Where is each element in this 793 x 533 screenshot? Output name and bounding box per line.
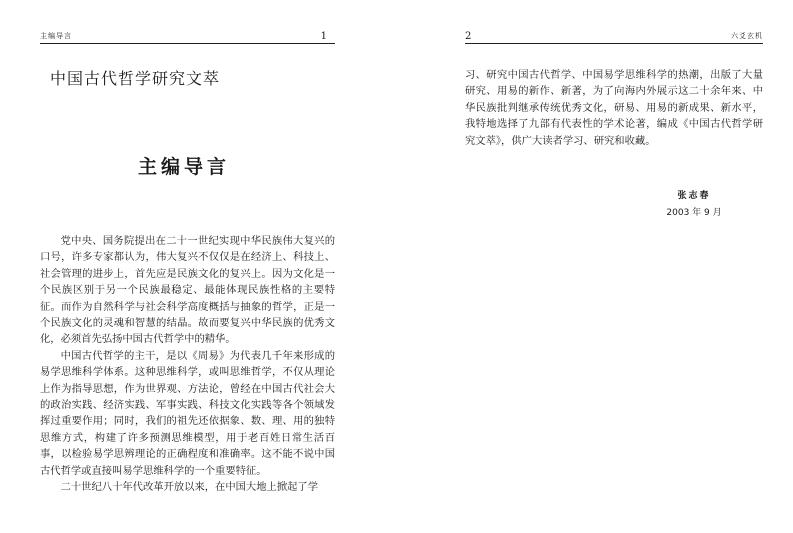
left-page [0, 0, 396, 533]
running-head-title: 主编导言 [40, 32, 72, 40]
paragraph: 习、研究中国古代哲学、中国易学思维科学的热潮，出版了大量研究、用易的新作、新著，为了向海内外展示这二十余年来、中华民族批判继承传统优秀文化，研易、用易的新成果、新水平，我特地选择了九部有代表性的学术论著，编成《中国古代哲学研究文萃》，供广大读者学习、研究和收藏。 [465, 69, 763, 147]
author-name: 张志春 [677, 191, 711, 201]
page-number: 2 [465, 31, 472, 42]
date: 2003 年 9 月 [666, 208, 722, 218]
right-page [397, 0, 793, 533]
paragraph: 中国古代哲学的主干，是以《周易》为代表几千年来形成的易学思维科学体系。这种思维科学，或叫思维哲学，不仅从理论上作为指导思想，作为世界观、方法论，曾经在中国古代社会大的政治实践、经济实践、军事实践、科技文化实践等各个领域发挥过重要作用；同时，我们的祖先还依据象、数、理、用的独特思维方式，构建了许多预测思维模型，用于老百姓日常生活百事，以检验易学思辨理论的正确程度和准确率。这不能不说中国古代哲学或直接叫易学思维科学的一个重要特征。 [40, 349, 335, 477]
running-head-left [40, 29, 335, 44]
page-heading: 主编导言 [138, 156, 231, 178]
signature-block [397, 188, 793, 222]
paragraph: 二十世纪八十年代改革开放以来，在中国大地上掀起了学 [60, 481, 319, 494]
running-head-title: 六爻玄机 [731, 32, 763, 40]
series-title: 中国古代哲学研究文萃 [50, 69, 221, 88]
page-number: 1 [320, 31, 327, 42]
running-head-right [465, 29, 763, 44]
body-text-left [40, 233, 335, 496]
paragraph: 党中央、国务院提出在二十一世纪实现中华民族伟大复兴的口号，许多专家都认为，伟大复兴不仅仅是在经济上、科技上、社会管理的进步上，首先应是民族文化的复兴上。因为文化是一个民族区别于另一个民族最稳定、最能体现民族性格的主要特征。而作为自然科学与社会科学高度概括与抽象的哲学，正是一个民族文化的灵魂和智慧的结晶。故而要复兴中华民族的优秀文化，必须首先弘扬中国古代哲学中的精华。 [40, 235, 335, 346]
body-text-right [465, 67, 763, 149]
